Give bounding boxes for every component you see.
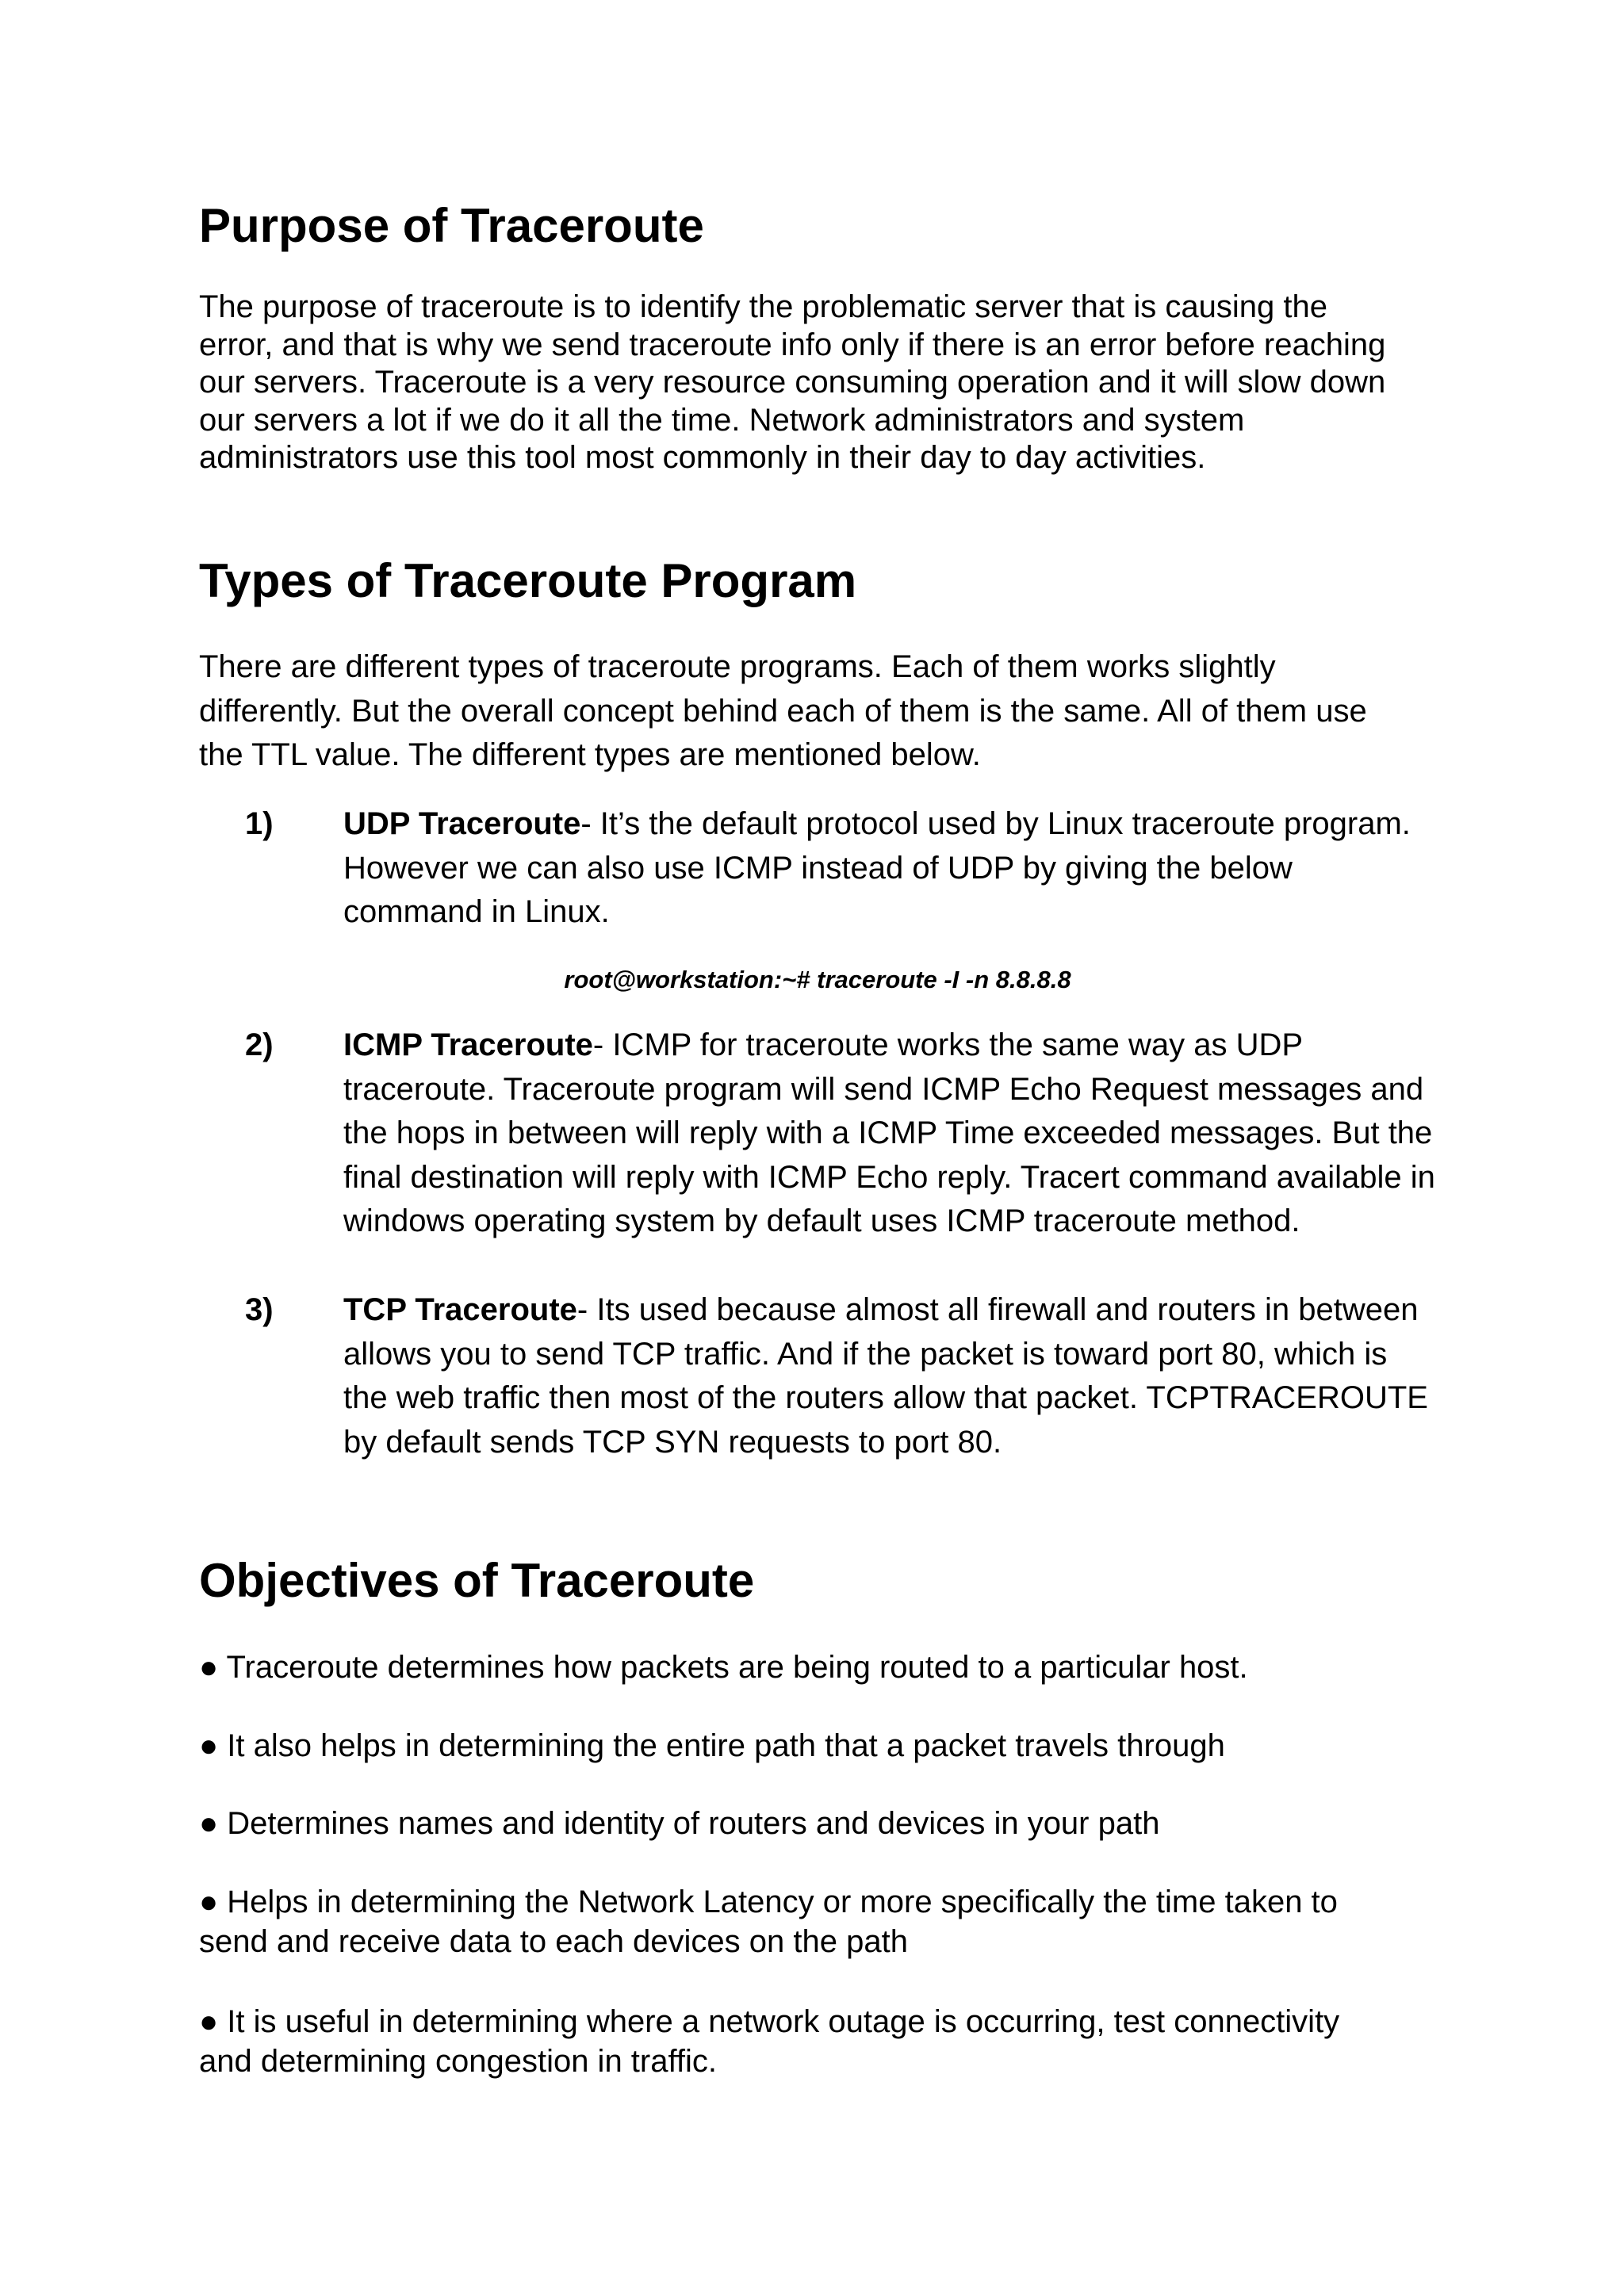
paragraph-line: our servers a lot if we do it all the time. Network administrators and system <box>199 402 1245 438</box>
list-item-line: traceroute. Traceroute program will send ICMP Echo Request messages and <box>343 1071 1424 1107</box>
list-item-body <box>343 802 1411 935</box>
heading-types: Types of Traceroute Program <box>199 554 857 607</box>
paragraph-line: differently. But the overall concept behind each of them is the same. All of them use <box>199 693 1367 729</box>
bullet-item <box>199 1804 1159 1843</box>
list-item-line: by default sends TCP SYN requests to port 80. <box>343 1424 1002 1460</box>
types-paragraph <box>199 645 1367 778</box>
list-item-text: - ICMP for traceroute works the same way as UDP <box>592 1027 1304 1062</box>
bullet-item <box>199 2002 1339 2081</box>
list-item-body <box>343 1024 1435 1244</box>
term-icmp-traceroute: ICMP Traceroute <box>343 1027 593 1062</box>
command-example: root@workstation:~# traceroute -I -n 8.8.8.8 <box>564 966 1071 993</box>
list-item-first-line <box>343 802 1411 847</box>
list-item-line: allows you to send TCP traffic. And if the packet is toward port 80, which is <box>343 1336 1388 1372</box>
list-item-first-line <box>343 1288 1428 1333</box>
list-number: 2) <box>245 1027 274 1062</box>
bullet-item <box>199 1882 1338 1961</box>
bullet-line: ● It is useful in determining where a network outage is occurring, test connectivity <box>199 2004 1340 2039</box>
bullet-line: ● Traceroute determines how packets are being routed to a particular host. <box>199 1650 1248 1685</box>
paragraph-line: our servers. Traceroute is a very resource consuming operation and it will slow down <box>199 365 1386 400</box>
bullet-item <box>199 1647 1248 1687</box>
list-number: 1) <box>245 806 274 841</box>
purpose-paragraph <box>199 289 1385 477</box>
paragraph-line: administrators use this tool most commonly in their day to day activities. <box>199 440 1206 475</box>
bullet-line: send and receive data to each devices on the path <box>199 1924 908 1959</box>
list-item-line: windows operating system by default uses ICMP traceroute method. <box>343 1203 1300 1238</box>
paragraph-line: error, and that is why we send traceroute info only if there is an error before reaching <box>199 327 1386 362</box>
term-tcp-traceroute: TCP Traceroute <box>343 1292 577 1327</box>
list-number: 3) <box>245 1292 274 1327</box>
bullet-line: and determining congestion in traffic. <box>199 2044 717 2079</box>
paragraph-line: There are different types of traceroute programs. Each of them works slightly <box>199 649 1276 684</box>
heading-objectives: Objectives of Traceroute <box>199 1554 755 1607</box>
term-udp-traceroute: UDP Traceroute <box>343 806 581 841</box>
bullet-item <box>199 1726 1225 1766</box>
list-item-text: - Its used because almost all firewall and routers in between <box>576 1292 1419 1327</box>
paragraph-line: the TTL value. The different types are mentioned below. <box>199 737 981 772</box>
list-item-line: final destination will reply with ICMP Echo reply. Tracert command available in <box>343 1159 1435 1195</box>
bullet-line: ● Helps in determining the Network Latency or more specifically the time taken to <box>199 1885 1338 1919</box>
list-item-line: However we can also use ICMP instead of UDP by giving the below <box>343 850 1293 886</box>
bullet-line: ● It also helps in determining the entire path that a packet travels through <box>199 1728 1225 1763</box>
paragraph-line: The purpose of traceroute is to identify the problematic server that is causing the <box>199 289 1327 324</box>
bullet-line: ● Determines names and identity of routers and devices in your path <box>199 1806 1160 1841</box>
list-item-body <box>343 1288 1428 1464</box>
list-item-line: command in Linux. <box>343 894 610 929</box>
list-item-first-line <box>343 1024 1435 1068</box>
list-item-line: the hops in between will reply with a ICMP Time exceeded messages. But the <box>343 1115 1433 1150</box>
list-item-line: the web traffic then most of the routers allow that packet. TCPTRACEROUTE <box>343 1380 1428 1415</box>
list-item-text: - It’s the default protocol used by Linux traceroute program. <box>580 806 1411 841</box>
heading-purpose: Purpose of Traceroute <box>199 199 704 252</box>
